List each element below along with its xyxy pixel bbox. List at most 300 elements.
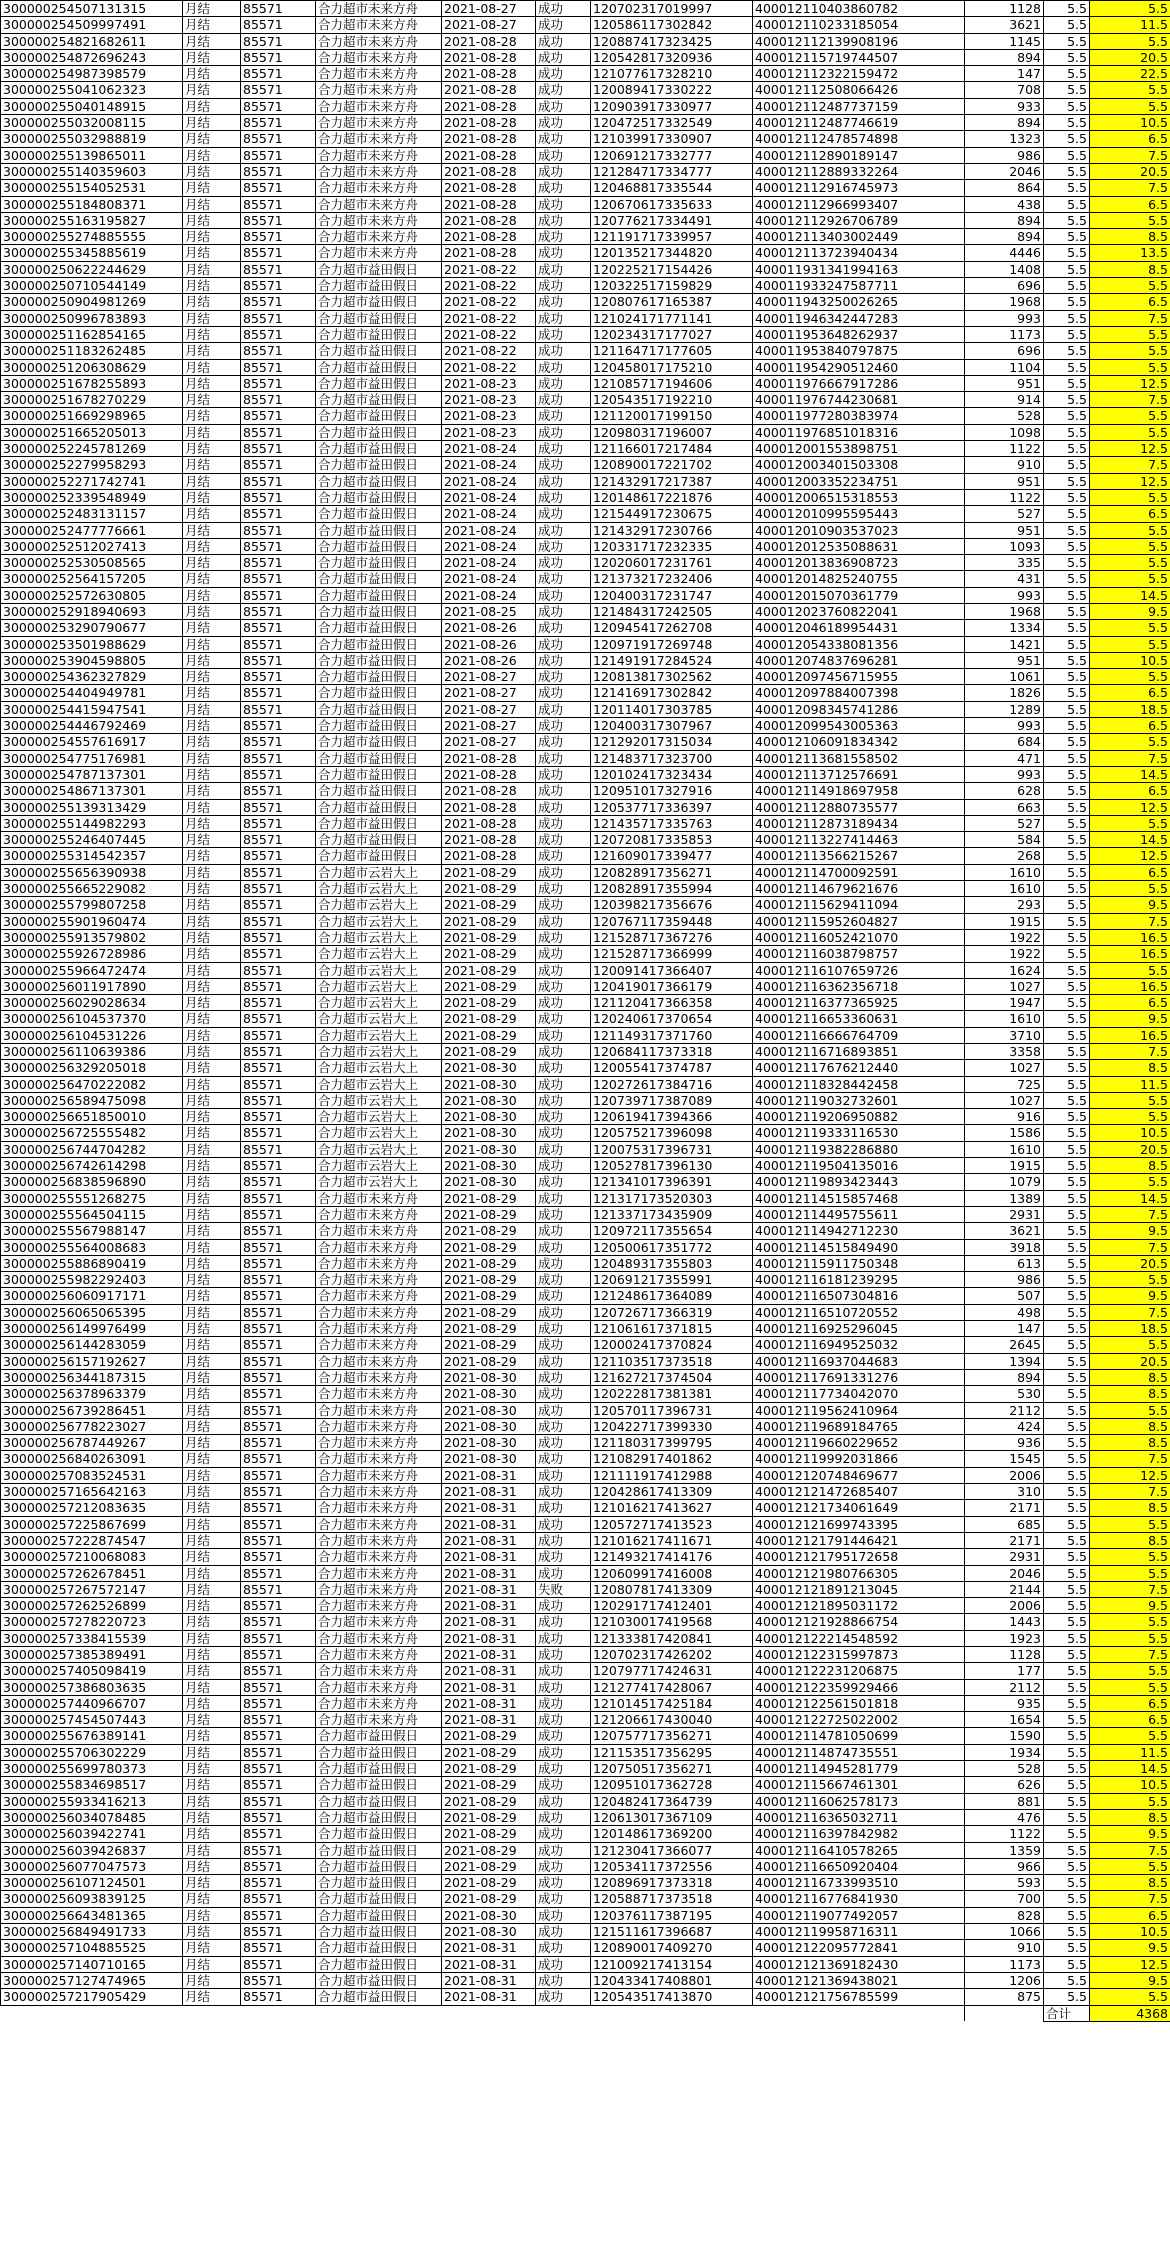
cell-settlement[interactable]: 月结 — [183, 864, 241, 880]
cell-waybill-no[interactable]: 300000256378963379 — [1, 1386, 183, 1402]
cell-date[interactable]: 2021-08-28 — [442, 815, 536, 831]
cell-total-fee[interactable]: 12.5 — [1090, 1467, 1170, 1483]
cell-store-name[interactable]: 合力超市益田假日 — [316, 343, 442, 359]
cell-store-name[interactable]: 合力超市未来方舟 — [316, 1500, 442, 1516]
cell-weight[interactable]: 894 — [965, 49, 1044, 65]
cell-customer-code[interactable]: 85571 — [241, 98, 316, 114]
cell-customer-code[interactable]: 85571 — [241, 359, 316, 375]
cell-weight[interactable]: 1968 — [965, 603, 1044, 619]
cell-store-name[interactable]: 合力超市未来方舟 — [316, 1598, 442, 1614]
cell-tracking-no[interactable]: 400012003401503308 — [753, 457, 965, 473]
cell-tracking-no[interactable]: 400012114679621676 — [753, 881, 965, 897]
cell-store-name[interactable]: 合力超市未来方舟 — [316, 33, 442, 49]
cell-waybill-no[interactable]: 300000254987398579 — [1, 66, 183, 82]
cell-waybill-no[interactable]: 300000255913579802 — [1, 929, 183, 945]
cell-weight[interactable]: 1093 — [965, 538, 1044, 554]
cell-weight[interactable]: 2006 — [965, 1467, 1044, 1483]
cell-order-no[interactable]: 120543517413870 — [591, 1989, 753, 2005]
cell-date[interactable]: 2021-08-28 — [442, 163, 536, 179]
cell-waybill-no[interactable]: 300000254775176981 — [1, 750, 183, 766]
cell-tracking-no[interactable]: 400012116038798757 — [753, 946, 965, 962]
cell-order-no[interactable]: 120572717413523 — [591, 1516, 753, 1532]
cell-status[interactable]: 成功 — [536, 229, 591, 245]
cell-customer-code[interactable]: 85571 — [241, 522, 316, 538]
cell-date[interactable]: 2021-08-28 — [442, 49, 536, 65]
cell-order-no[interactable]: 121085717194606 — [591, 375, 753, 391]
cell-status[interactable]: 成功 — [536, 962, 591, 978]
cell-base-fee[interactable]: 5.5 — [1044, 1141, 1090, 1157]
cell-total-fee[interactable]: 7.5 — [1090, 1239, 1170, 1255]
cell-waybill-no[interactable]: 300000255154052531 — [1, 180, 183, 196]
cell-store-name[interactable]: 合力超市益田假日 — [316, 489, 442, 505]
cell-weight[interactable]: 4446 — [965, 245, 1044, 261]
cell-date[interactable]: 2021-08-30 — [442, 1109, 536, 1125]
cell-status[interactable]: 成功 — [536, 1076, 591, 1092]
cell-weight[interactable]: 626 — [965, 1777, 1044, 1793]
cell-order-no[interactable]: 120240617370654 — [591, 1011, 753, 1027]
cell-base-fee[interactable]: 5.5 — [1044, 375, 1090, 391]
cell-store-name[interactable]: 合力超市未来方舟 — [316, 1337, 442, 1353]
cell-store-name[interactable]: 合力超市益田假日 — [316, 1972, 442, 1988]
cell-status[interactable]: 成功 — [536, 408, 591, 424]
cell-waybill-no[interactable]: 300000256725555482 — [1, 1125, 183, 1141]
cell-total-fee[interactable]: 5.5 — [1090, 424, 1170, 440]
cell-customer-code[interactable]: 85571 — [241, 1060, 316, 1076]
cell-base-fee[interactable]: 5.5 — [1044, 1369, 1090, 1385]
cell-customer-code[interactable]: 85571 — [241, 1500, 316, 1516]
cell-weight[interactable]: 2931 — [965, 1549, 1044, 1565]
cell-waybill-no[interactable]: 300000256742614298 — [1, 1158, 183, 1174]
cell-base-fee[interactable]: 5.5 — [1044, 229, 1090, 245]
cell-waybill-no[interactable]: 300000256039422741 — [1, 1826, 183, 1842]
cell-weight[interactable]: 685 — [965, 1516, 1044, 1532]
cell-customer-code[interactable]: 85571 — [241, 1467, 316, 1483]
cell-total-fee[interactable]: 6.5 — [1090, 131, 1170, 147]
cell-settlement[interactable]: 月结 — [183, 1891, 241, 1907]
cell-base-fee[interactable]: 5.5 — [1044, 1826, 1090, 1842]
cell-total-fee[interactable]: 20.5 — [1090, 163, 1170, 179]
cell-status[interactable]: 成功 — [536, 1972, 591, 1988]
cell-customer-code[interactable]: 85571 — [241, 147, 316, 163]
cell-settlement[interactable]: 月结 — [183, 620, 241, 636]
cell-tracking-no[interactable]: 400012119333116530 — [753, 1125, 965, 1141]
cell-store-name[interactable]: 合力超市云岩大上 — [316, 864, 442, 880]
cell-total-fee[interactable]: 9.5 — [1090, 1940, 1170, 1956]
cell-date[interactable]: 2021-08-28 — [442, 131, 536, 147]
cell-status[interactable]: 成功 — [536, 913, 591, 929]
cell-waybill-no[interactable]: 300000252271742741 — [1, 473, 183, 489]
cell-status[interactable]: 成功 — [536, 1369, 591, 1385]
cell-date[interactable]: 2021-08-26 — [442, 620, 536, 636]
cell-date[interactable]: 2021-08-30 — [442, 1092, 536, 1108]
cell-status[interactable]: 成功 — [536, 1793, 591, 1809]
cell-customer-code[interactable]: 85571 — [241, 636, 316, 652]
cell-base-fee[interactable]: 5.5 — [1044, 98, 1090, 114]
cell-order-no[interactable]: 121609017339477 — [591, 848, 753, 864]
cell-tracking-no[interactable]: 400012122359929466 — [753, 1679, 965, 1695]
cell-customer-code[interactable]: 85571 — [241, 1, 316, 17]
cell-waybill-no[interactable]: 300000250904981269 — [1, 294, 183, 310]
cell-date[interactable]: 2021-08-23 — [442, 375, 536, 391]
cell-date[interactable]: 2021-08-29 — [442, 864, 536, 880]
cell-base-fee[interactable]: 5.5 — [1044, 1924, 1090, 1940]
cell-tracking-no[interactable]: 400012120748469677 — [753, 1467, 965, 1483]
cell-total-fee[interactable]: 8.5 — [1090, 229, 1170, 245]
cell-weight[interactable]: 1323 — [965, 131, 1044, 147]
cell-tracking-no[interactable]: 400012117691331276 — [753, 1369, 965, 1385]
cell-settlement[interactable]: 月结 — [183, 310, 241, 326]
cell-total-fee[interactable]: 5.5 — [1090, 1565, 1170, 1581]
cell-waybill-no[interactable]: 300000255966472474 — [1, 962, 183, 978]
cell-date[interactable]: 2021-08-30 — [442, 1418, 536, 1434]
cell-date[interactable]: 2021-08-26 — [442, 652, 536, 668]
cell-order-no[interactable]: 120570117396731 — [591, 1402, 753, 1418]
cell-weight[interactable]: 2171 — [965, 1532, 1044, 1548]
cell-weight[interactable]: 828 — [965, 1907, 1044, 1923]
cell-base-fee[interactable]: 5.5 — [1044, 603, 1090, 619]
cell-date[interactable]: 2021-08-29 — [442, 995, 536, 1011]
cell-store-name[interactable]: 合力超市未来方舟 — [316, 1695, 442, 1711]
cell-settlement[interactable]: 月结 — [183, 1532, 241, 1548]
cell-weight[interactable]: 864 — [965, 180, 1044, 196]
cell-tracking-no[interactable]: 400012119992031866 — [753, 1451, 965, 1467]
cell-customer-code[interactable]: 85571 — [241, 897, 316, 913]
cell-status[interactable]: 失败 — [536, 1581, 591, 1597]
cell-weight[interactable]: 951 — [965, 522, 1044, 538]
cell-waybill-no[interactable]: 300000255144982293 — [1, 815, 183, 831]
cell-settlement[interactable]: 月结 — [183, 375, 241, 391]
cell-base-fee[interactable]: 5.5 — [1044, 1972, 1090, 1988]
cell-base-fee[interactable]: 5.5 — [1044, 1646, 1090, 1662]
cell-weight[interactable]: 1610 — [965, 1141, 1044, 1157]
cell-base-fee[interactable]: 5.5 — [1044, 1532, 1090, 1548]
cell-settlement[interactable]: 月结 — [183, 196, 241, 212]
cell-weight[interactable]: 708 — [965, 82, 1044, 98]
cell-date[interactable]: 2021-08-27 — [442, 734, 536, 750]
cell-total-fee[interactable]: 8.5 — [1090, 261, 1170, 277]
cell-weight[interactable]: 725 — [965, 1076, 1044, 1092]
cell-settlement[interactable]: 月结 — [183, 636, 241, 652]
cell-base-fee[interactable]: 5.5 — [1044, 1956, 1090, 1972]
cell-waybill-no[interactable]: 300000255140359603 — [1, 163, 183, 179]
cell-waybill-no[interactable]: 300000254507131315 — [1, 1, 183, 17]
cell-date[interactable]: 2021-08-26 — [442, 636, 536, 652]
cell-weight[interactable]: 2046 — [965, 1565, 1044, 1581]
cell-customer-code[interactable]: 85571 — [241, 1972, 316, 1988]
cell-order-no[interactable]: 121416917302842 — [591, 685, 753, 701]
cell-date[interactable]: 2021-08-28 — [442, 750, 536, 766]
cell-status[interactable]: 成功 — [536, 1761, 591, 1777]
cell-store-name[interactable]: 合力超市云岩大上 — [316, 1125, 442, 1141]
cell-date[interactable]: 2021-08-27 — [442, 701, 536, 717]
cell-tracking-no[interactable]: 400012121472685407 — [753, 1484, 965, 1500]
cell-base-fee[interactable]: 5.5 — [1044, 1598, 1090, 1614]
cell-date[interactable]: 2021-08-27 — [442, 685, 536, 701]
cell-store-name[interactable]: 合力超市未来方舟 — [316, 196, 442, 212]
cell-weight[interactable]: 1408 — [965, 261, 1044, 277]
cell-waybill-no[interactable]: 300000250622244629 — [1, 261, 183, 277]
cell-customer-code[interactable]: 85571 — [241, 1940, 316, 1956]
cell-store-name[interactable]: 合力超市未来方舟 — [316, 1663, 442, 1679]
cell-weight[interactable]: 2046 — [965, 163, 1044, 179]
cell-weight[interactable]: 530 — [965, 1386, 1044, 1402]
cell-store-name[interactable]: 合力超市云岩大上 — [316, 913, 442, 929]
cell-tracking-no[interactable]: 400012121895031172 — [753, 1598, 965, 1614]
cell-total-fee[interactable]: 20.5 — [1090, 1141, 1170, 1157]
cell-status[interactable]: 成功 — [536, 489, 591, 505]
cell-settlement[interactable]: 月结 — [183, 603, 241, 619]
cell-settlement[interactable]: 月结 — [183, 1239, 241, 1255]
cell-order-no[interactable]: 120702317426202 — [591, 1646, 753, 1662]
cell-tracking-no[interactable]: 400012121791446421 — [753, 1532, 965, 1548]
cell-weight[interactable]: 3621 — [965, 17, 1044, 33]
cell-store-name[interactable]: 合力超市未来方舟 — [316, 1402, 442, 1418]
cell-order-no[interactable]: 121039917330907 — [591, 131, 753, 147]
cell-weight[interactable]: 1624 — [965, 962, 1044, 978]
cell-settlement[interactable]: 月结 — [183, 392, 241, 408]
cell-total-fee[interactable]: 8.5 — [1090, 1809, 1170, 1825]
cell-order-no[interactable]: 121317173520303 — [591, 1190, 753, 1206]
cell-date[interactable]: 2021-08-29 — [442, 1728, 536, 1744]
cell-order-no[interactable]: 120422717399330 — [591, 1418, 753, 1434]
cell-tracking-no[interactable]: 400011933247587711 — [753, 278, 965, 294]
cell-status[interactable]: 成功 — [536, 1956, 591, 1972]
cell-customer-code[interactable]: 85571 — [241, 1158, 316, 1174]
cell-total-fee[interactable]: 5.5 — [1090, 1, 1170, 17]
cell-order-no[interactable]: 120828917356271 — [591, 864, 753, 880]
cell-store-name[interactable]: 合力超市益田假日 — [316, 359, 442, 375]
cell-settlement[interactable]: 月结 — [183, 1223, 241, 1239]
cell-date[interactable]: 2021-08-29 — [442, 1761, 536, 1777]
cell-weight[interactable]: 1394 — [965, 1353, 1044, 1369]
cell-store-name[interactable]: 合力超市未来方舟 — [316, 98, 442, 114]
cell-settlement[interactable]: 月结 — [183, 294, 241, 310]
cell-tracking-no[interactable]: 400011953648262937 — [753, 326, 965, 342]
cell-total-fee[interactable]: 9.5 — [1090, 1972, 1170, 1988]
cell-base-fee[interactable]: 5.5 — [1044, 669, 1090, 685]
cell-base-fee[interactable]: 5.5 — [1044, 33, 1090, 49]
cell-base-fee[interactable]: 5.5 — [1044, 1451, 1090, 1467]
cell-weight[interactable]: 1610 — [965, 881, 1044, 897]
cell-order-no[interactable]: 120091417366407 — [591, 962, 753, 978]
cell-status[interactable]: 成功 — [536, 294, 591, 310]
cell-customer-code[interactable]: 85571 — [241, 1646, 316, 1662]
cell-status[interactable]: 成功 — [536, 1141, 591, 1157]
cell-total-fee[interactable]: 6.5 — [1090, 995, 1170, 1011]
cell-settlement[interactable]: 月结 — [183, 995, 241, 1011]
cell-tracking-no[interactable]: 400012114918697958 — [753, 783, 965, 799]
cell-tracking-no[interactable]: 400012112139908196 — [753, 33, 965, 49]
cell-settlement[interactable]: 月结 — [183, 1272, 241, 1288]
cell-customer-code[interactable]: 85571 — [241, 375, 316, 391]
cell-store-name[interactable]: 合力超市云岩大上 — [316, 929, 442, 945]
cell-waybill-no[interactable]: 300000256157192627 — [1, 1353, 183, 1369]
cell-store-name[interactable]: 合力超市未来方舟 — [316, 1679, 442, 1695]
cell-weight[interactable]: 1826 — [965, 685, 1044, 701]
cell-settlement[interactable]: 月结 — [183, 1288, 241, 1304]
cell-date[interactable]: 2021-08-24 — [442, 457, 536, 473]
cell-base-fee[interactable]: 5.5 — [1044, 147, 1090, 163]
cell-customer-code[interactable]: 85571 — [241, 701, 316, 717]
cell-base-fee[interactable]: 5.5 — [1044, 245, 1090, 261]
cell-waybill-no[interactable]: 300000256039426837 — [1, 1842, 183, 1858]
cell-order-no[interactable]: 120148617221876 — [591, 489, 753, 505]
cell-customer-code[interactable]: 85571 — [241, 1076, 316, 1092]
cell-customer-code[interactable]: 85571 — [241, 326, 316, 342]
cell-total-fee[interactable]: 5.5 — [1090, 815, 1170, 831]
cell-store-name[interactable]: 合力超市益田假日 — [316, 441, 442, 457]
cell-customer-code[interactable]: 85571 — [241, 1989, 316, 2005]
cell-total-fee[interactable]: 5.5 — [1090, 1614, 1170, 1630]
cell-total-fee[interactable]: 5.5 — [1090, 1402, 1170, 1418]
cell-tracking-no[interactable]: 400012116776841930 — [753, 1891, 965, 1907]
cell-waybill-no[interactable]: 300000256093839125 — [1, 1891, 183, 1907]
cell-settlement[interactable]: 月结 — [183, 1, 241, 17]
cell-tracking-no[interactable]: 400012117676212440 — [753, 1060, 965, 1076]
cell-status[interactable]: 成功 — [536, 1500, 591, 1516]
cell-settlement[interactable]: 月结 — [183, 1044, 241, 1060]
cell-weight[interactable]: 628 — [965, 783, 1044, 799]
cell-total-fee[interactable]: 6.5 — [1090, 1712, 1170, 1728]
cell-waybill-no[interactable]: 300000255032988819 — [1, 131, 183, 147]
cell-settlement[interactable]: 月结 — [183, 929, 241, 945]
cell-tracking-no[interactable]: 400012119504135016 — [753, 1158, 965, 1174]
cell-status[interactable]: 成功 — [536, 832, 591, 848]
cell-weight[interactable]: 986 — [965, 1272, 1044, 1288]
cell-store-name[interactable]: 合力超市未来方舟 — [316, 131, 442, 147]
cell-waybill-no[interactable]: 300000255139865011 — [1, 147, 183, 163]
cell-total-fee[interactable]: 5.5 — [1090, 1549, 1170, 1565]
cell-tracking-no[interactable]: 400011976851018316 — [753, 424, 965, 440]
cell-base-fee[interactable]: 5.5 — [1044, 1435, 1090, 1451]
cell-base-fee[interactable]: 5.5 — [1044, 473, 1090, 489]
cell-waybill-no[interactable]: 300000252918940693 — [1, 603, 183, 619]
cell-waybill-no[interactable]: 300000257338415539 — [1, 1630, 183, 1646]
cell-weight[interactable]: 1545 — [965, 1451, 1044, 1467]
cell-waybill-no[interactable]: 300000256065065395 — [1, 1304, 183, 1320]
cell-order-no[interactable]: 120890017409270 — [591, 1940, 753, 1956]
cell-date[interactable]: 2021-08-30 — [442, 1924, 536, 1940]
cell-store-name[interactable]: 合力超市未来方舟 — [316, 147, 442, 163]
cell-base-fee[interactable]: 5.5 — [1044, 441, 1090, 457]
cell-weight[interactable]: 1145 — [965, 33, 1044, 49]
cell-date[interactable]: 2021-08-29 — [442, 1875, 536, 1891]
cell-date[interactable]: 2021-08-31 — [442, 1956, 536, 1972]
cell-waybill-no[interactable]: 300000257405098419 — [1, 1663, 183, 1679]
cell-tracking-no[interactable]: 400012119077492057 — [753, 1907, 965, 1923]
cell-date[interactable]: 2021-08-28 — [442, 245, 536, 261]
cell-settlement[interactable]: 月结 — [183, 1174, 241, 1190]
cell-waybill-no[interactable]: 300000256840263091 — [1, 1451, 183, 1467]
cell-order-no[interactable]: 120527817396130 — [591, 1158, 753, 1174]
cell-base-fee[interactable]: 5.5 — [1044, 392, 1090, 408]
cell-total-fee[interactable]: 7.5 — [1090, 1451, 1170, 1467]
cell-base-fee[interactable]: 5.5 — [1044, 1484, 1090, 1500]
cell-base-fee[interactable]: 5.5 — [1044, 652, 1090, 668]
cell-order-no[interactable]: 120972117355654 — [591, 1223, 753, 1239]
cell-status[interactable]: 成功 — [536, 1858, 591, 1874]
cell-weight[interactable]: 177 — [965, 1663, 1044, 1679]
cell-weight[interactable]: 986 — [965, 147, 1044, 163]
cell-tracking-no[interactable]: 400012097456715955 — [753, 669, 965, 685]
cell-settlement[interactable]: 月结 — [183, 685, 241, 701]
cell-weight[interactable]: 498 — [965, 1304, 1044, 1320]
cell-date[interactable]: 2021-08-24 — [442, 522, 536, 538]
cell-order-no[interactable]: 121164717177605 — [591, 343, 753, 359]
cell-waybill-no[interactable]: 300000254557616917 — [1, 734, 183, 750]
cell-store-name[interactable]: 合力超市云岩大上 — [316, 995, 442, 1011]
cell-weight[interactable]: 1173 — [965, 1956, 1044, 1972]
cell-status[interactable]: 成功 — [536, 1239, 591, 1255]
cell-order-no[interactable]: 120691217332777 — [591, 147, 753, 163]
cell-tracking-no[interactable]: 400012010995595443 — [753, 506, 965, 522]
cell-total-fee[interactable]: 6.5 — [1090, 685, 1170, 701]
cell-status[interactable]: 成功 — [536, 571, 591, 587]
cell-tracking-no[interactable]: 400012115911750348 — [753, 1255, 965, 1271]
cell-date[interactable]: 2021-08-27 — [442, 17, 536, 33]
cell-total-fee[interactable]: 5.5 — [1090, 1272, 1170, 1288]
cell-total-fee[interactable]: 8.5 — [1090, 1158, 1170, 1174]
cell-total-fee[interactable]: 5.5 — [1090, 538, 1170, 554]
cell-base-fee[interactable]: 5.5 — [1044, 1744, 1090, 1760]
cell-date[interactable]: 2021-08-29 — [442, 1223, 536, 1239]
cell-status[interactable]: 成功 — [536, 701, 591, 717]
cell-order-no[interactable]: 120234317177027 — [591, 326, 753, 342]
cell-settlement[interactable]: 月结 — [183, 766, 241, 782]
cell-settlement[interactable]: 月结 — [183, 1809, 241, 1825]
cell-weight[interactable]: 1389 — [965, 1190, 1044, 1206]
cell-customer-code[interactable]: 85571 — [241, 294, 316, 310]
cell-order-no[interactable]: 120500617351772 — [591, 1239, 753, 1255]
cell-customer-code[interactable]: 85571 — [241, 603, 316, 619]
cell-settlement[interactable]: 月结 — [183, 1418, 241, 1434]
cell-tracking-no[interactable]: 400012097884007398 — [753, 685, 965, 701]
cell-tracking-no[interactable]: 400012116410578265 — [753, 1842, 965, 1858]
cell-base-fee[interactable]: 5.5 — [1044, 1809, 1090, 1825]
cell-order-no[interactable]: 120534117372556 — [591, 1858, 753, 1874]
cell-tracking-no[interactable]: 400012121756785599 — [753, 1989, 965, 2005]
cell-date[interactable]: 2021-08-29 — [442, 1891, 536, 1907]
cell-waybill-no[interactable]: 300000256104537370 — [1, 1011, 183, 1027]
cell-customer-code[interactable]: 85571 — [241, 180, 316, 196]
cell-order-no[interactable]: 120291717412401 — [591, 1598, 753, 1614]
cell-total-fee[interactable]: 5.5 — [1090, 408, 1170, 424]
cell-tracking-no[interactable]: 400012114515857468 — [753, 1190, 965, 1206]
cell-total-fee[interactable]: 5.5 — [1090, 212, 1170, 228]
cell-order-no[interactable]: 120807617165387 — [591, 294, 753, 310]
cell-tracking-no[interactable]: 400012112487746619 — [753, 115, 965, 131]
cell-total-fee[interactable]: 8.5 — [1090, 1369, 1170, 1385]
cell-order-no[interactable]: 121435717335763 — [591, 815, 753, 831]
cell-total-fee[interactable]: 5.5 — [1090, 1793, 1170, 1809]
cell-settlement[interactable]: 月结 — [183, 750, 241, 766]
cell-weight[interactable]: 875 — [965, 1989, 1044, 2005]
cell-total-fee[interactable]: 8.5 — [1090, 1418, 1170, 1434]
cell-status[interactable]: 成功 — [536, 343, 591, 359]
cell-order-no[interactable]: 120739717387089 — [591, 1092, 753, 1108]
cell-settlement[interactable]: 月结 — [183, 1321, 241, 1337]
cell-date[interactable]: 2021-08-31 — [442, 1581, 536, 1597]
cell-store-name[interactable]: 合力超市未来方舟 — [316, 1565, 442, 1581]
cell-weight[interactable]: 2006 — [965, 1598, 1044, 1614]
cell-waybill-no[interactable]: 300000255699780373 — [1, 1761, 183, 1777]
cell-status[interactable]: 成功 — [536, 1646, 591, 1662]
cell-status[interactable]: 成功 — [536, 1630, 591, 1646]
cell-status[interactable]: 成功 — [536, 652, 591, 668]
cell-tracking-no[interactable]: 400012116925296045 — [753, 1321, 965, 1337]
cell-settlement[interactable]: 月结 — [183, 1451, 241, 1467]
cell-date[interactable]: 2021-08-25 — [442, 603, 536, 619]
